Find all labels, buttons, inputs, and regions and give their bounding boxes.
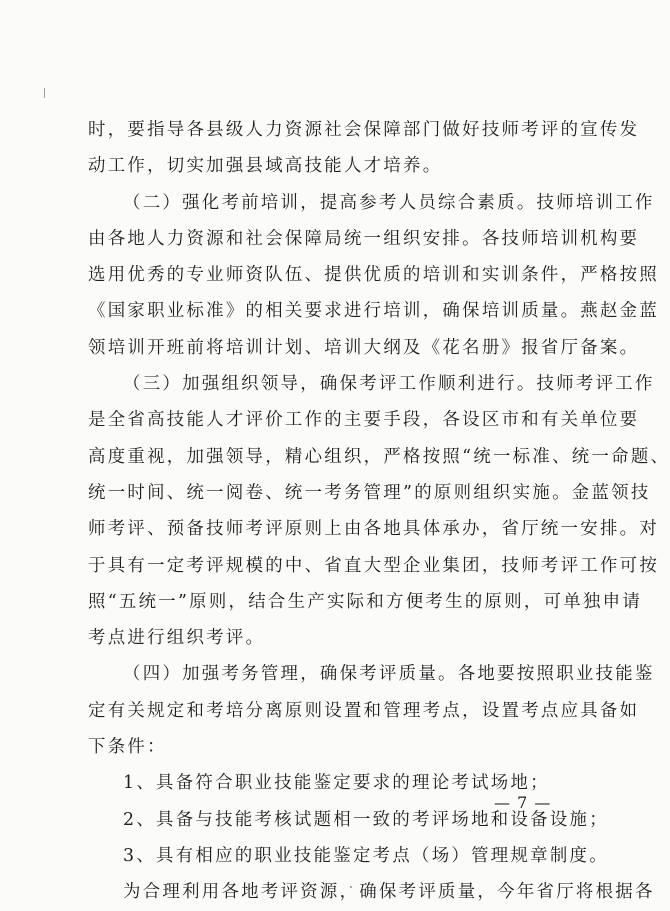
text-line: 于具有一定考评规模的中、省直大型企业集团，技师考评工作可按 — [88, 555, 660, 576]
page-number: — 7 — — [494, 793, 552, 812]
text-line: （三）加强组织领导，确保考评工作顺利进行。技师考评工作 — [123, 374, 655, 395]
list-item: 2、具备与技能考核试题相一致的考评场地和设备设施； — [123, 809, 609, 830]
body-text — [88, 112, 670, 911]
text-line: 由各地人力资源和社会保障局统一组织安排。各技师培训机构要 — [88, 228, 640, 249]
text-line: 下条件： — [88, 737, 167, 758]
text-line: 照“五统一”原则，结合生产实际和方便考生的原则，可单独申请 — [88, 591, 643, 612]
text-line: 定有关规定和考培分离原则设置和管理考点，设置考点应具备如 — [88, 700, 640, 721]
text-line: 动工作，切实加强县域高技能人才培养。 — [88, 156, 443, 177]
text-line: 统一时间、统一阅卷、统一考务管理”的原则组织实施。金蓝领技 — [88, 482, 651, 503]
text-line: 考点进行组织考评。 — [88, 628, 266, 649]
text-line: 是全省高技能人才评价工作的主要手段，各设区市和有关单位要 — [88, 410, 640, 431]
text-line: 选用优秀的专业师资队伍、提供优质的培训和实训条件，严格按照 — [88, 265, 660, 286]
text-line: （二）强化考前培训，提高参考人员综合素质。技师培训工作 — [123, 192, 655, 213]
text-line: 《国家职业标准》的相关要求进行培训，确保培训质量。燕赵金蓝 — [88, 301, 660, 322]
text-line: 为合理利用各地考评资源，确保考评质量，今年省厅将根据各 — [123, 882, 655, 903]
text-line: 高度重视，加强领导，精心组织，严格按照“统一标准、统一命题、 — [88, 446, 670, 467]
list-item: 3、具有相应的职业技能鉴定考点（场）管理规章制度。 — [123, 845, 609, 866]
text-line: （四）加强考务管理，确保考评质量。各地要按照职业技能鉴 — [123, 664, 655, 685]
list-item: 1、具备符合职业技能鉴定要求的理论考试场地； — [123, 773, 550, 794]
scan-edge-mark — [44, 88, 45, 98]
text-line: 师考评、预备技师考评原则上由各地具体承办，省厅统一安排。对 — [88, 519, 660, 540]
text-line: 领培训开班前将培训计划、培训大纲及《花名册》报省厅备案。 — [88, 337, 640, 358]
text-line: 时，要指导各县级人力资源社会保障部门做好技师考评的宣传发 — [88, 120, 640, 140]
